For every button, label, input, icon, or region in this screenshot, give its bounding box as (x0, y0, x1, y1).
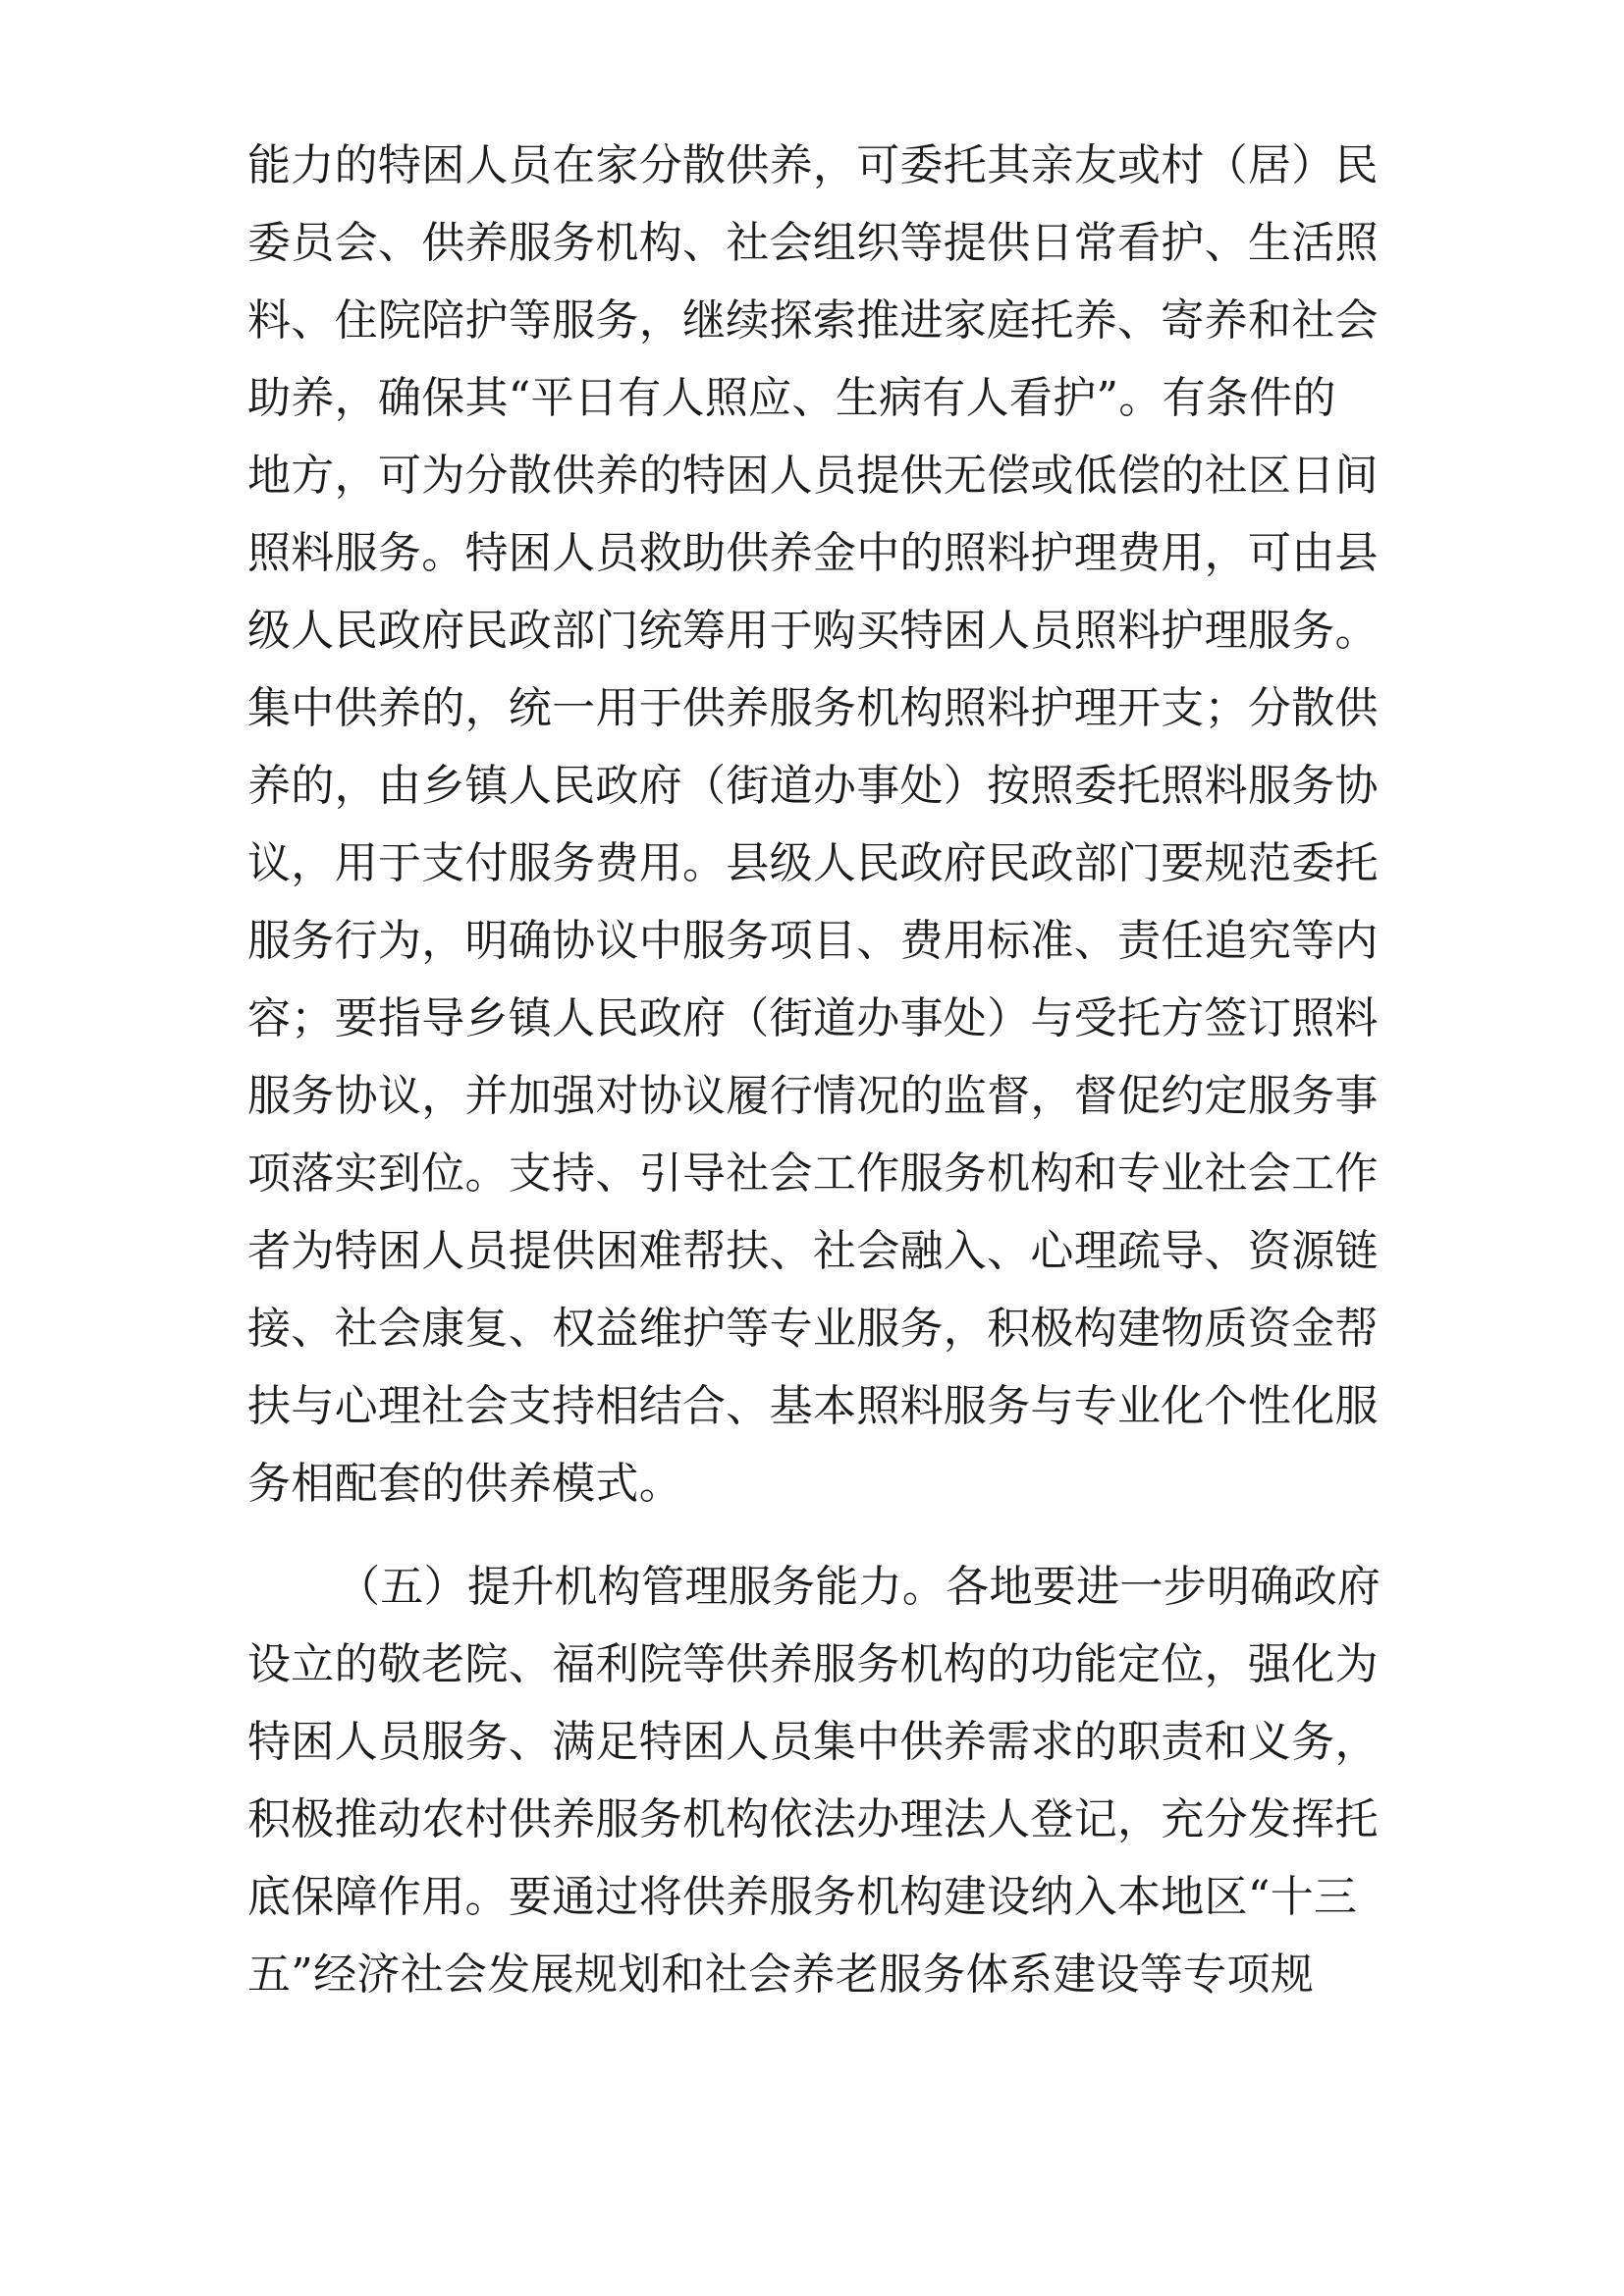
text-line: 设立的敬老院、福利院等供养服务机构的功能定位，强化为 (247, 1639, 1379, 1689)
text-line: 五”经济社会发展规划和社会养老服务体系建设等专项规 (247, 1949, 1314, 2000)
text-line: 集中供养的，统一用于供养服务机构照料护理开支；分散供 (247, 683, 1379, 733)
text-line: （五）提升机构管理服务能力。各地要进一步明确政府 (337, 1562, 1381, 1612)
text-line: 料、住院陪护等服务，继续探索推进家庭托养、寄养和社会 (247, 295, 1379, 346)
text-line: 服务协议，并加强对协议履行情况的监督，督促约定服务事 (247, 1071, 1379, 1121)
text-line: 项落实到位。支持、引导社会工作服务机构和专业社会工作 (247, 1148, 1379, 1199)
text-line: 照料服务。特困人员救助供养金中的照料护理费用，可由县 (247, 528, 1379, 578)
text-line: 者为特困人员提供困难帮扶、社会融入、心理疏导、资源链 (247, 1226, 1379, 1276)
text-line: 地方，可为分散供养的特困人员提供无偿或低偿的社区日间 (247, 451, 1379, 501)
text-line: 养的，由乡镇人民政府（街道办事处）按照委托照料服务协 (247, 761, 1379, 811)
text-line: 特困人员服务、满足特困人员集中供养需求的职责和义务， (247, 1717, 1379, 1767)
text-line: 底保障作用。要通过将供养服务机构建设纳入本地区“十三 (247, 1872, 1358, 1922)
text-line: 服务行为，明确协议中服务项目、费用标准、责任追究等内 (247, 916, 1379, 966)
text-line: 容；要指导乡镇人民政府（街道办事处）与受托方签订照料 (247, 993, 1379, 1043)
text-line: 务相配套的供养模式。 (247, 1459, 682, 1509)
text-line: 委员会、供养服务机构、社会组织等提供日常看护、生活照 (247, 218, 1379, 268)
text-line: 级人民政府民政部门统筹用于购买特困人员照料护理服务。 (247, 606, 1379, 656)
text-line: 助养，确保其“平日有人照应、生病有人看护”。有条件的 (247, 373, 1336, 423)
text-line: 积极推动农村供养服务机构依法办理法人登记，充分发挥托 (247, 1794, 1379, 1844)
text-line: 议，用于支付服务费用。县级人民政府民政部门要规范委托 (247, 838, 1379, 888)
text-line: 扶与心理社会支持相结合、基本照料服务与专业化个性化服 (247, 1381, 1379, 1431)
text-line: 能力的特困人员在家分散供养，可委托其亲友或村（居）民 (247, 140, 1379, 190)
text-line: 接、社会康复、权益维护等专业服务，积极构建物质资金帮 (247, 1304, 1379, 1354)
